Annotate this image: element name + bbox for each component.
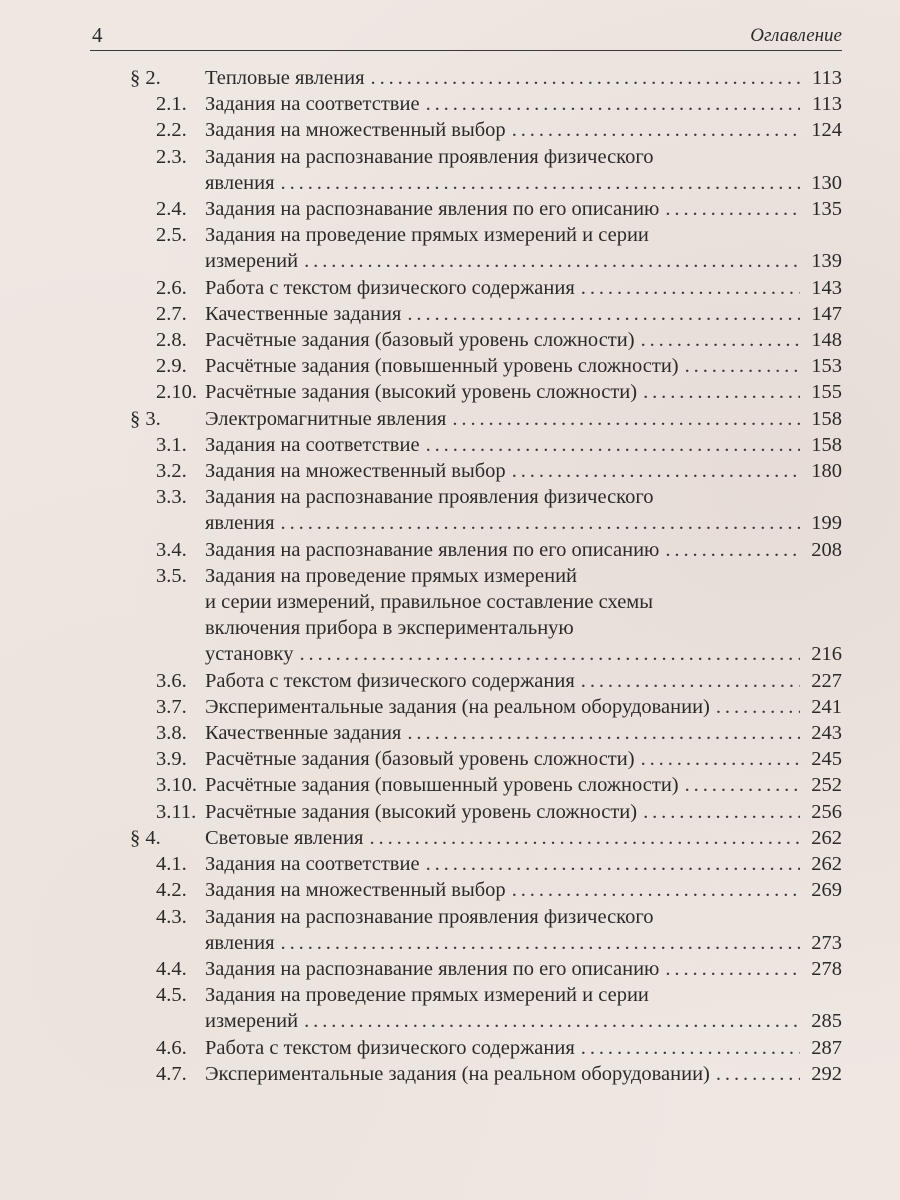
- entry-body: [205, 379, 842, 405]
- dot-leader: [281, 510, 800, 536]
- entry-page-number: 278: [811, 957, 842, 980]
- entry-title: Расчётные задания (высокий уровень сложности): [205, 800, 638, 823]
- dot-leader: [665, 956, 800, 982]
- entry-number: 4.7.: [156, 1062, 187, 1085]
- entry-page-number: 143: [811, 276, 842, 299]
- entry-line: [205, 904, 842, 930]
- entry-line: [205, 432, 842, 458]
- entry-title: Расчётные задания (повышенный уровень сложности): [205, 774, 679, 797]
- entry-line: [205, 196, 842, 222]
- toc-subsection-entry: [130, 117, 842, 143]
- entry-line: [205, 91, 842, 117]
- entry-body: [205, 144, 842, 196]
- entry-body: [205, 825, 842, 851]
- entry-number: 2.4.: [156, 198, 187, 221]
- entry-number: § 2.: [130, 67, 161, 89]
- entry-page-number: 135: [811, 198, 842, 221]
- entry-page-number: 155: [811, 381, 842, 404]
- entry-body: [205, 301, 842, 327]
- dot-leader: [370, 825, 801, 851]
- entry-page-number: 158: [811, 433, 842, 456]
- entry-body: [205, 117, 842, 143]
- entry-page-number: 285: [811, 1010, 842, 1033]
- toc-subsection-entry: [130, 275, 842, 301]
- entry-title: явления: [205, 171, 275, 194]
- toc-section-entry: [130, 825, 842, 851]
- entry-number: 2.3.: [156, 145, 187, 168]
- entry-number: 2.1.: [156, 93, 187, 116]
- toc-subsection-entry: [130, 484, 842, 536]
- entry-page-number: 158: [811, 407, 842, 430]
- entry-title: Задания на соответствие: [205, 93, 420, 116]
- entry-page-number: 292: [811, 1062, 842, 1085]
- dot-leader: [643, 799, 800, 825]
- entry-title: включения прибора в экспериментальную: [205, 617, 574, 640]
- entry-number: 3.2.: [156, 460, 187, 483]
- entry-page-number: 245: [811, 748, 842, 771]
- toc-subsection-entry: [130, 694, 842, 720]
- dot-leader: [426, 91, 800, 117]
- entry-body: [205, 353, 842, 379]
- entry-line: [205, 956, 842, 982]
- entry-line: [205, 589, 842, 615]
- dot-leader: [641, 327, 800, 353]
- entry-body: [205, 432, 842, 458]
- entry-body: [205, 851, 842, 877]
- entry-number: 4.6.: [156, 1036, 187, 1059]
- entry-title: измерений: [205, 1010, 299, 1033]
- entry-line: [205, 668, 842, 694]
- entry-page-number: 180: [811, 460, 842, 483]
- entry-line: [205, 484, 842, 510]
- entry-page-number: 148: [811, 329, 842, 352]
- entry-number: 4.5.: [156, 984, 187, 1007]
- entry-number: 3.3.: [156, 486, 187, 509]
- entry-title: Задания на распознавание проявления физического: [205, 905, 654, 928]
- entry-title: Световые явления: [205, 826, 364, 849]
- dot-leader: [426, 432, 800, 458]
- entry-line: [205, 825, 842, 851]
- entry-page-number: 113: [812, 93, 842, 116]
- toc-subsection-entry: [130, 668, 842, 694]
- toc-subsection-entry: [130, 458, 842, 484]
- dot-leader: [371, 65, 800, 91]
- dot-leader: [407, 301, 800, 327]
- entry-body: [205, 458, 842, 484]
- entry-line: [205, 353, 842, 379]
- entry-line: [205, 851, 842, 877]
- entry-title: явления: [205, 512, 275, 535]
- entry-body: [205, 406, 842, 432]
- entry-line: [205, 406, 842, 432]
- toc-subsection-entry: [130, 563, 842, 668]
- entry-page-number: 227: [811, 669, 842, 692]
- entry-page-number: 216: [811, 643, 842, 666]
- entry-body: [205, 694, 842, 720]
- toc-subsection-entry: [130, 353, 842, 379]
- entry-page-number: 273: [811, 931, 842, 954]
- entry-body: [205, 222, 842, 274]
- entry-title: Расчётные задания (базовый уровень сложности): [205, 329, 635, 352]
- toc-subsection-entry: [130, 904, 842, 956]
- dot-leader: [685, 772, 800, 798]
- entry-body: [205, 746, 842, 772]
- toc-subsection-entry: [130, 746, 842, 772]
- entry-title: Задания на распознавание явления по его описанию: [205, 198, 660, 221]
- entry-line: [205, 327, 842, 353]
- entry-body: [205, 327, 842, 353]
- entry-number: 2.8.: [156, 329, 187, 352]
- entry-title: Качественные задания: [205, 722, 402, 745]
- entry-title: Задания на проведение прямых измерений и серии: [205, 984, 649, 1007]
- entry-title: Расчётные задания (повышенный уровень сложности): [205, 355, 679, 378]
- toc-subsection-entry: [130, 799, 842, 825]
- dot-leader: [716, 694, 800, 720]
- entry-number: 4.2.: [156, 879, 187, 902]
- entry-body: [205, 720, 842, 746]
- entry-title: измерений: [205, 250, 299, 273]
- toc-subsection-entry: [130, 91, 842, 117]
- toc-subsection-entry: [130, 144, 842, 196]
- entry-number: 2.9.: [156, 355, 187, 378]
- toc-subsection-entry: [130, 1061, 842, 1087]
- entry-body: [205, 484, 842, 536]
- entry-number: 2.2.: [156, 119, 187, 142]
- entry-page-number: 243: [811, 722, 842, 745]
- entry-page-number: 241: [811, 695, 842, 718]
- dot-leader: [281, 930, 800, 956]
- entry-body: [205, 982, 842, 1034]
- dot-leader: [512, 458, 800, 484]
- entry-title: Задания на распознавание явления по его описанию: [205, 957, 660, 980]
- entry-line: [205, 117, 842, 143]
- toc-subsection-entry: [130, 851, 842, 877]
- entry-page-number: 252: [811, 774, 842, 797]
- entry-body: [205, 91, 842, 117]
- dot-leader: [299, 641, 800, 667]
- dot-leader: [581, 1035, 800, 1061]
- dot-leader: [581, 668, 800, 694]
- entry-number: 3.9.: [156, 748, 187, 771]
- entry-number: 3.11.: [156, 800, 197, 823]
- toc-subsection-entry: [130, 432, 842, 458]
- toc-subsection-entry: [130, 956, 842, 982]
- entry-line: [205, 772, 842, 798]
- entry-body: [205, 799, 842, 825]
- entry-number: § 4.: [130, 826, 161, 849]
- entry-number: 3.5.: [156, 564, 187, 587]
- entry-number: § 3.: [130, 407, 161, 430]
- entry-body: [205, 904, 842, 956]
- entry-title: Задания на распознавание проявления физического: [205, 486, 654, 509]
- entry-page-number: 124: [811, 119, 842, 142]
- entry-title: Работа с текстом физического содержания: [205, 1036, 575, 1059]
- entry-line: [205, 799, 842, 825]
- toc-subsection-entry: [130, 301, 842, 327]
- entry-line: [205, 641, 842, 667]
- entry-line: [205, 930, 842, 956]
- dot-leader: [665, 537, 800, 563]
- entry-body: [205, 1035, 842, 1061]
- running-title: Оглавление: [750, 25, 842, 46]
- toc-subsection-entry: [130, 327, 842, 353]
- entry-body: [205, 877, 842, 903]
- entry-title: Электромагнитные явления: [205, 407, 447, 430]
- entry-line: [205, 720, 842, 746]
- entry-title: Задания на соответствие: [205, 853, 420, 876]
- entry-line: [205, 170, 842, 196]
- entry-page-number: 113: [812, 67, 842, 89]
- toc-subsection-entry: [130, 877, 842, 903]
- entry-page-number: 147: [811, 302, 842, 325]
- entry-body: [205, 668, 842, 694]
- toc-section-entry: [130, 65, 842, 91]
- dot-leader: [665, 196, 800, 222]
- toc-subsection-entry: [130, 720, 842, 746]
- entry-body: [205, 1061, 842, 1087]
- entry-page-number: 287: [811, 1036, 842, 1059]
- dot-leader: [304, 248, 800, 274]
- entry-title: Задания на множественный выбор: [205, 460, 506, 483]
- entry-title: Задания на распознавание проявления физического: [205, 145, 654, 168]
- dot-leader: [685, 353, 800, 379]
- entry-number: 3.4.: [156, 538, 187, 561]
- entry-line: [205, 144, 842, 170]
- entry-title: Работа с текстом физического содержания: [205, 276, 575, 299]
- entry-title: явления: [205, 931, 275, 954]
- dot-leader: [512, 117, 800, 143]
- toc-subsection-entry: [130, 772, 842, 798]
- entry-title: Экспериментальные задания (на реальном оборудовании): [205, 695, 710, 718]
- entry-number: 2.7.: [156, 302, 187, 325]
- entry-line: [205, 65, 842, 91]
- entry-page-number: 199: [811, 512, 842, 535]
- entry-line: [205, 694, 842, 720]
- entry-body: [205, 275, 842, 301]
- entry-title: Задания на проведение прямых измерений: [205, 564, 578, 587]
- dot-leader: [407, 720, 800, 746]
- entry-title: и серии измерений, правильное составление схемы: [205, 591, 654, 614]
- entry-body: [205, 956, 842, 982]
- dot-leader: [643, 379, 800, 405]
- entry-line: [205, 248, 842, 274]
- entry-page-number: 153: [811, 355, 842, 378]
- entry-number: 3.10.: [156, 774, 197, 797]
- dot-leader: [452, 406, 800, 432]
- dot-leader: [512, 877, 800, 903]
- entry-line: [205, 510, 842, 536]
- entry-page-number: 130: [811, 171, 842, 194]
- entry-page-number: 262: [811, 853, 842, 876]
- entry-title: Экспериментальные задания (на реальном оборудовании): [205, 1062, 710, 1085]
- entry-number: 2.6.: [156, 276, 187, 299]
- dot-leader: [426, 851, 800, 877]
- entry-number: 4.4.: [156, 957, 187, 980]
- entry-page-number: 208: [811, 538, 842, 561]
- entry-line: [205, 301, 842, 327]
- entry-title: Тепловые явления: [205, 67, 365, 89]
- entry-title: Задания на распознавание явления по его описанию: [205, 538, 660, 561]
- entry-number: 4.3.: [156, 905, 187, 928]
- dot-leader: [304, 1008, 800, 1034]
- table-of-contents: [130, 65, 842, 1087]
- toc-subsection-entry: [130, 379, 842, 405]
- entry-number: 3.6.: [156, 669, 187, 692]
- entry-page-number: 262: [811, 826, 842, 849]
- entry-title: Расчётные задания (высокий уровень сложности): [205, 381, 638, 404]
- entry-number: 4.1.: [156, 853, 187, 876]
- entry-line: [205, 1008, 842, 1034]
- entry-title: Задания на соответствие: [205, 433, 420, 456]
- entry-title: Задания на проведение прямых измерений и серии: [205, 224, 649, 247]
- page-number: 4: [92, 23, 103, 47]
- entry-number: 2.5.: [156, 224, 187, 247]
- toc-subsection-entry: [130, 537, 842, 563]
- entry-page-number: 269: [811, 879, 842, 902]
- entry-title: установку: [205, 643, 294, 666]
- entry-page-number: 256: [811, 800, 842, 823]
- dot-leader: [641, 746, 800, 772]
- entry-title: Задания на множественный выбор: [205, 879, 506, 902]
- entry-line: [205, 537, 842, 563]
- dot-leader: [581, 275, 800, 301]
- entry-title: Качественные задания: [205, 302, 402, 325]
- entry-title: Работа с текстом физического содержания: [205, 669, 575, 692]
- dot-leader: [716, 1061, 800, 1087]
- toc-subsection-entry: [130, 1035, 842, 1061]
- entry-number: 2.10.: [156, 381, 197, 404]
- entry-line: [205, 982, 842, 1008]
- entry-title: Расчётные задания (базовый уровень сложности): [205, 748, 635, 771]
- entry-line: [205, 222, 842, 248]
- entry-number: 3.1.: [156, 433, 187, 456]
- entry-body: [205, 65, 842, 91]
- entry-line: [205, 1061, 842, 1087]
- toc-subsection-entry: [130, 196, 842, 222]
- toc-subsection-entry: [130, 982, 842, 1034]
- entry-title: Задания на множественный выбор: [205, 119, 506, 142]
- entry-page-number: 139: [811, 250, 842, 273]
- entry-body: [205, 563, 842, 668]
- page-header: [90, 22, 842, 51]
- entry-number: 3.7.: [156, 695, 187, 718]
- entry-line: [205, 563, 842, 589]
- toc-subsection-entry: [130, 222, 842, 274]
- toc-section-entry: [130, 406, 842, 432]
- entry-line: [205, 877, 842, 903]
- entry-line: [205, 615, 842, 641]
- entry-line: [205, 458, 842, 484]
- entry-body: [205, 196, 842, 222]
- entry-line: [205, 379, 842, 405]
- entry-body: [205, 537, 842, 563]
- entry-line: [205, 1035, 842, 1061]
- dot-leader: [281, 170, 800, 196]
- entry-number: 3.8.: [156, 722, 187, 745]
- entry-line: [205, 275, 842, 301]
- entry-line: [205, 746, 842, 772]
- entry-body: [205, 772, 842, 798]
